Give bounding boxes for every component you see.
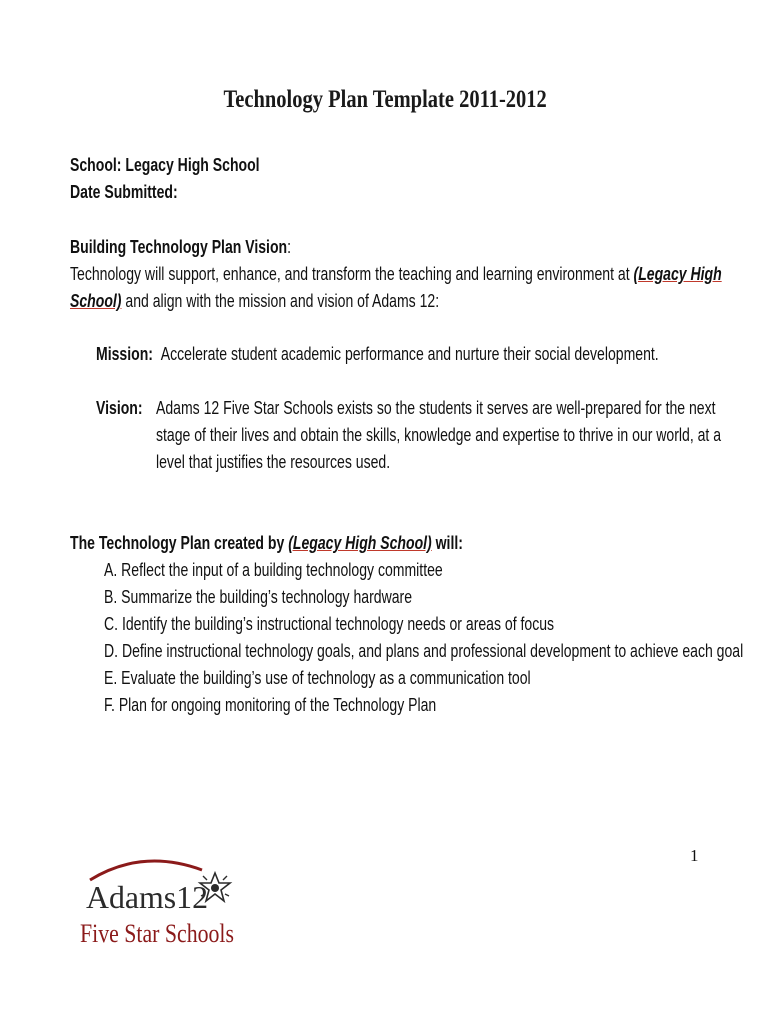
school-name-link-cont: School) — [70, 291, 122, 311]
mission-label: Mission: — [96, 344, 153, 364]
plan-item-e: E. Evaluate the building’s use of technology as a communication tool — [104, 668, 531, 688]
vision-label-cell — [96, 397, 156, 419]
document-title: Technology Plan Template 2011-2012 — [223, 86, 547, 113]
vision-heading: Building Technology Plan Vision — [70, 237, 288, 257]
vision-heading-line: Building Technology Plan Vision: — [70, 237, 292, 257]
vision-text-line-1: Adams 12 Five Star Schools exists so the students it serves are well-prepared for the next — [156, 398, 716, 418]
plan-item-b: B. Summarize the building’s technology hardware — [104, 587, 413, 607]
school-value: Legacy High School — [125, 155, 260, 175]
vision-text-line-2: stage of their lives and obtain the skills, knowledge and expertise to thrive in our world, at a — [156, 425, 722, 445]
plan-item-c: C. Identify the building’s instructional technology needs or areas of focus — [104, 614, 555, 634]
mission-line — [96, 343, 770, 365]
logo-wordmark-five-star: Five Star Schools — [80, 919, 234, 948]
plan-item-a: A. Reflect the input of a building technology committee — [104, 560, 443, 580]
date-label: Date Submitted: — [70, 182, 178, 202]
logo-swoosh — [90, 861, 202, 880]
date-submitted-line — [70, 181, 208, 203]
logo-wordmark-adams12: Adams12 — [86, 879, 208, 915]
logo-graphic — [72, 840, 252, 960]
adams12-logo — [72, 840, 252, 960]
vision-statement-line-1: Technology will support, enhance, and transform the teaching and learning environment at (Legacy High — [70, 264, 722, 284]
vision-text-line-3: level that justifies the resources used. — [156, 452, 391, 472]
vision-label: Vision: — [96, 398, 143, 418]
plan-item-d: D. Define instructional technology goals, and plans and professional development to achieve each goal — [104, 641, 744, 661]
school-line — [70, 154, 313, 176]
school-name-link: (Legacy High — [633, 264, 722, 284]
school-label: School: — [70, 155, 122, 175]
plan-intro-line: The Technology Plan created by (Legacy High School) will: — [70, 533, 463, 553]
page-number: 1 — [690, 846, 699, 865]
mission-text: Accelerate student academic performance and nurture their social development. — [160, 344, 659, 364]
vision-statement-line-2: School) and align with the mission and vision of Adams 12: — [70, 291, 440, 311]
plan-item-f: F. Plan for ongoing monitoring of the Technology Plan — [104, 695, 437, 715]
plan-school-name: (Legacy High School) — [288, 533, 432, 553]
